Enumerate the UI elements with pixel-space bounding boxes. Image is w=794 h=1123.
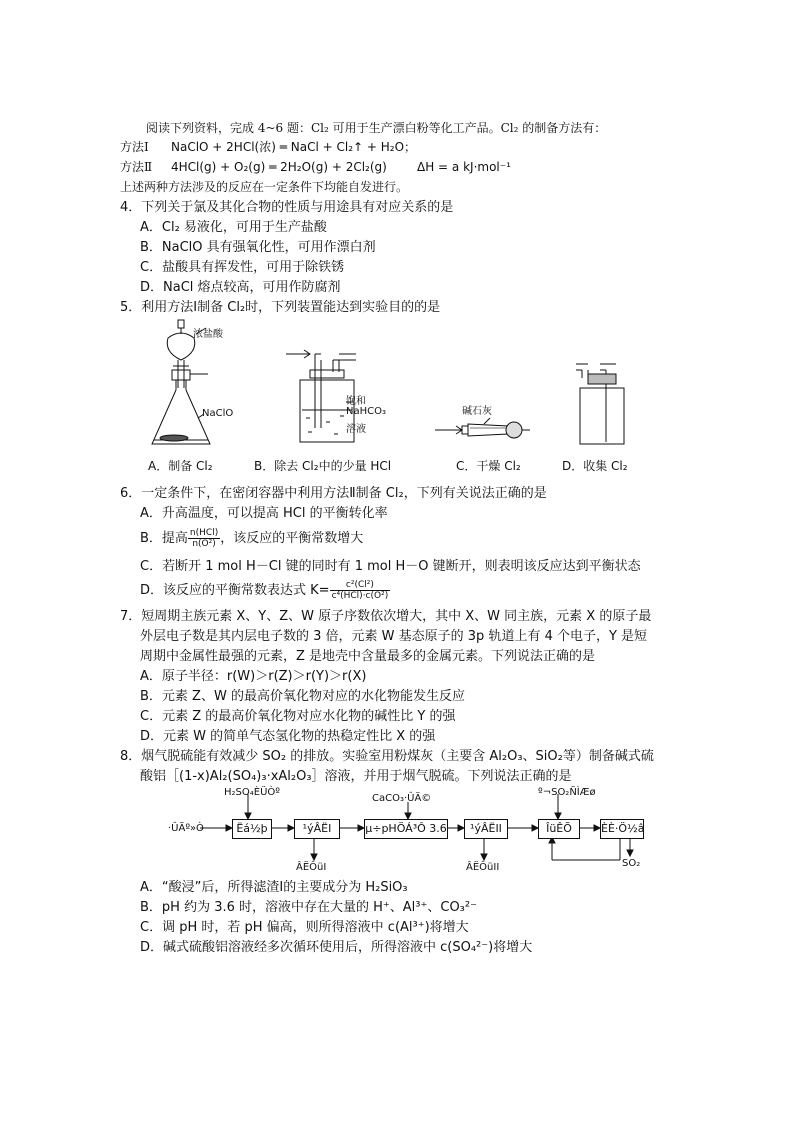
q6-option-a: A．升高温度，可以提高 HCl 的平衡转化率 bbox=[140, 506, 388, 521]
label-conc-hcl: 浓盐酸 bbox=[193, 329, 223, 340]
q6-option-d-prefix: D．该反应的平衡常数表达式 K= bbox=[140, 583, 330, 598]
method1-label: 方法Ⅰ bbox=[120, 140, 149, 154]
q4-option-b: B．NaClO 具有强氧化性，可用作漂白剂 bbox=[140, 240, 376, 255]
flow-output-residue-2: ÂËÔüII bbox=[466, 862, 500, 873]
q5-option-c: C．干燥 Cl₂ bbox=[456, 459, 521, 473]
q6-option-d-numerator: c²(Cl²) bbox=[330, 580, 391, 591]
q6-option-c: C．若断开 1 mol H－Cl 键的同时有 1 mol H－O 键断开，则表明该反应达到平衡状态 bbox=[140, 559, 641, 574]
q4-option-d: D．NaCl 熔点较高，可用作防腐剂 bbox=[140, 280, 341, 295]
q6-option-b-denominator: n(O²) bbox=[192, 539, 216, 549]
label-saturated: 饱和 bbox=[346, 396, 366, 407]
q6-stem: 6．一定条件下，在密闭容器中利用方法Ⅱ制备 Cl₂，下列有关说法正确的是 bbox=[120, 486, 547, 501]
q7-option-c: C．元素 Z 的最高价氧化物对应水化物的碱性比 Y 的强 bbox=[140, 709, 456, 724]
method2-equation: 4HCl(g) + O₂(g) ═ 2H₂O(g) + 2Cl₂(g) bbox=[171, 160, 387, 174]
q4-option-c: C．盐酸具有挥发性，可用于除铁锈 bbox=[140, 260, 345, 275]
flow-step-filter-1: ¹ýÂËI bbox=[294, 819, 340, 839]
flow-output-so2: SO₂ bbox=[622, 858, 641, 869]
q8-stem-line2: 酸铝［(1-x)Al₂(SO₄)₃·xAl₂O₃］溶液，并用于烟气脱硫。下列说法正确的是 bbox=[140, 769, 572, 784]
q7-option-b: B．元素 Z、W 的最高价氧化物对应的水化物能发生反应 bbox=[140, 689, 465, 704]
q5-option-b: B．除去 Cl₂中的少量 HCl bbox=[254, 459, 392, 473]
method2-enthalpy: ΔH = a kJ·mol⁻¹ bbox=[417, 160, 511, 174]
q6-option-b-suffix: ，该反应的平衡常数增大 bbox=[220, 531, 364, 546]
q4-stem: 4．下列关于氯及其化合物的性质与用途具有对应关系的是 bbox=[120, 200, 454, 215]
q7-stem-line2: 外层电子数是其内层电子数的 3 倍，元素 W 基态原子的 3p 轨道上有 4 个电子，Y 是短 bbox=[140, 629, 648, 644]
q6-option-d-expression bbox=[330, 580, 391, 601]
q8-stem-line1: 8．烟气脱硫能有效减少 SO₂ 的排放。实验室用粉煤灰（主要含 Al₂O₃、SiO₂等）制备碱式硫 bbox=[120, 749, 654, 764]
flow-input-acid: H₂SO₄ÈÜÒº bbox=[224, 787, 280, 798]
q6-option-b-numerator: n(HCl) bbox=[189, 528, 219, 538]
q8-option-d: D．碱式硫酸铝溶液经多次循环使用后，所得溶液中 c(SO₄²⁻)将增大 bbox=[140, 940, 533, 955]
label-naclo: NaClO bbox=[202, 408, 234, 419]
label-solution: 溶液 bbox=[346, 424, 366, 435]
flow-input-caco3: CaCO₃·ÛÄ© bbox=[372, 793, 432, 804]
q8-option-b: B．pH 约为 3.6 时，溶液中存在大量的 H⁺、Al³⁺、CO₃²⁻ bbox=[140, 900, 477, 915]
flow-step-absorb: ÎüÊÕ bbox=[538, 819, 580, 839]
flow-step-acid-leach: Ëá½þ bbox=[232, 819, 272, 839]
q5-option-d: D．收集 Cl₂ bbox=[562, 459, 628, 473]
q7-option-a: A．原子半径：r(W)＞r(Z)＞r(Y)＞r(X) bbox=[140, 669, 367, 684]
method2-label: 方法Ⅱ bbox=[120, 160, 153, 174]
label-soda-lime: 碱石灰 bbox=[462, 406, 492, 417]
q7-option-d: D．元素 W 的简单气态氢化物的热稳定性比 X 的强 bbox=[140, 729, 436, 744]
q7-stem-line1: 7．短周期主族元素 X、Y、Z、W 原子序数依次增大，其中 X、W 同主族，元素 X 的原子最 bbox=[120, 609, 652, 624]
intro-line4: 上述两种方法涉及的反应在一定条件下均能自发进行。 bbox=[120, 180, 409, 194]
intro-line1: 阅读下列资料，完成 4~6 题：Cl₂ 可用于生产漂白粉等化工产品。Cl₂ 的制备方法有： bbox=[146, 121, 607, 135]
flow-input-flue-gas: º¬SO₂ÑÌÆø bbox=[538, 787, 596, 798]
label-nahco3: NaHCO₃ bbox=[346, 406, 386, 417]
q6-option-b bbox=[140, 528, 363, 549]
q6-option-d-denominator: c⁴(HCl)·c(O²) bbox=[331, 591, 389, 601]
flow-step-thermal-decompose: ÈÈ·Ö½â bbox=[600, 819, 644, 839]
apparatus-d-collecting-bottle bbox=[576, 364, 624, 444]
flow-step-adjust-ph: µ÷pHÖÁ³Ô 3.6 bbox=[364, 819, 448, 839]
q6-option-d bbox=[140, 580, 390, 601]
flow-raw-material: ·ÛÃº»Ò bbox=[168, 823, 204, 834]
q5-option-a: A．制备 Cl₂ bbox=[148, 459, 213, 473]
apparatus-c-drying-tube bbox=[435, 418, 530, 438]
flow-output-residue-1: ÂËÔüI bbox=[296, 862, 327, 873]
q6-option-b-prefix: B．提高 bbox=[140, 531, 188, 546]
q6-option-b-ratio bbox=[188, 528, 220, 549]
q8-option-a: A．“酸浸”后，所得滤渣Ⅰ的主要成分为 H₂SiO₃ bbox=[140, 880, 408, 895]
method1-equation: NaClO + 2HCl(浓) ═ NaCl + Cl₂↑ + H₂O； bbox=[171, 140, 417, 154]
q5-stem: 5．利用方法Ⅰ制备 Cl₂时，下列装置能达到实验目的的是 bbox=[120, 300, 441, 315]
flow-step-filter-2: ¹ýÂËII bbox=[464, 819, 508, 839]
q4-option-a: A．Cl₂ 易液化，可用于生产盐酸 bbox=[140, 220, 327, 235]
q7-stem-line3: 周期中金属性最强的元素，Z 是地壳中含量最多的金属元素。下列说法正确的是 bbox=[140, 649, 596, 664]
q8-option-c: C．调 pH 时，若 pH 偏高，则所得溶液中 c(Al³⁺)将增大 bbox=[140, 920, 469, 935]
